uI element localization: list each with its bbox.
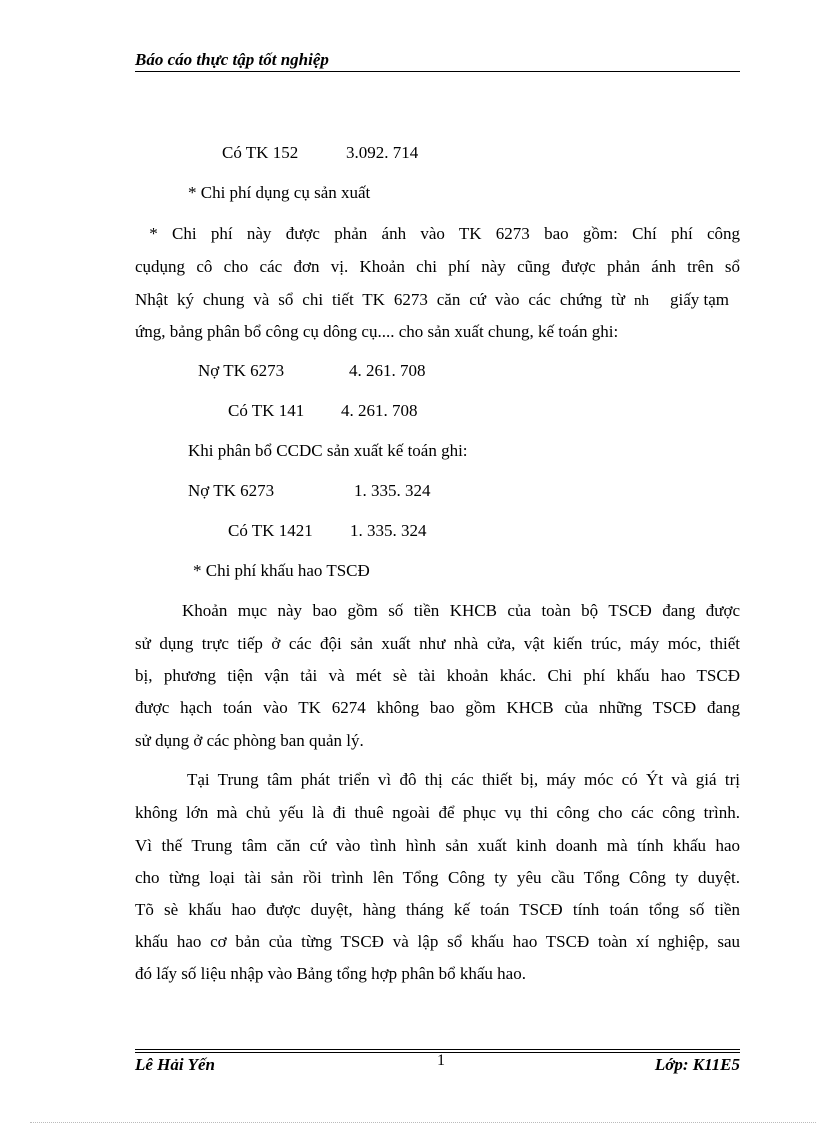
subheading-khau-hao: * Chi phí khấu hao TSCĐ — [193, 561, 370, 580]
para3-line6: khấu hao cơ bản của từng TSCĐ và lập sổ khấu hao TSCĐ toàn xí nghiệp, sau — [135, 932, 740, 951]
para1-line3: Nhật ký chung và sổ chi tiết TK 6273 căn cứ vào các chứng từ — [135, 290, 625, 309]
entry2-amount: 4. 261. 708 — [341, 401, 418, 420]
entry4-amount: 1. 335. 324 — [350, 521, 427, 540]
para3-line2: không lớn mà chủ yếu là đi thuê ngoài để phục vụ thi công cho các công trình. — [135, 803, 740, 822]
header-rule — [135, 71, 740, 72]
para1-tail: giấy tạm — [670, 290, 730, 309]
footer-rule — [135, 1049, 740, 1050]
header-title: Báo cáo thực tập tốt nghiệp — [135, 50, 329, 69]
entry2-label: Có TK 141 — [228, 401, 305, 420]
entry1-amount: 4. 261. 708 — [349, 361, 426, 380]
para2-line5: sử dụng ở các phòng ban quản lý. — [135, 731, 364, 750]
footer-class: Lớp: K11E5 — [654, 1055, 740, 1074]
para3-line3: Vì thế Trung tâm căn cứ vào tình hình sản xuất kinh doanh mà tính khấu hao — [135, 836, 740, 855]
line1-amount: 3.092. 714 — [346, 143, 419, 162]
entry4-label: Có TK 1421 — [228, 521, 313, 540]
line-ccdc: Khi phân bổ CCDC sản xuất kế toán ghi: — [188, 441, 468, 460]
para2-line3: bị, phương tiện vận tải và mét sè tài khoản khác. Chi phí khấu hao TSCĐ — [135, 666, 740, 685]
footer-page-number: 1 — [437, 1052, 445, 1069]
para2-line2: sử dụng trực tiếp ở các đội sản xuất như nhà cửa, vật kiến trúc, máy móc, thiết — [135, 634, 740, 653]
line1-label: Có TK 152 — [222, 143, 299, 162]
para2-line4: được hạch toán vào TK 6274 không bao gồm KHCB của những TSCĐ đang — [135, 698, 740, 717]
para1-nh: nh — [634, 293, 649, 309]
entry1-label: Nợ TK 6273 — [198, 361, 285, 380]
para2-line1: Khoản mục này bao gồm số tiền KHCB của toàn bộ TSCĐ đang được — [182, 601, 740, 620]
para3-line1: Tại Trung tâm phát triển vì đô thị các thiết bị, máy móc có Ýt và giá trị — [187, 770, 740, 789]
entry3-label: Nợ TK 6273 — [188, 481, 275, 500]
footer-author: Lê Hải Yến — [135, 1055, 215, 1074]
para1-line1: * Chi phí này được phản ánh vào TK 6273 bao gồm: Chí phí công — [135, 224, 740, 243]
subheading-dung-cu: * Chi phí dụng cụ sản xuất — [188, 183, 371, 202]
para3-line4: cho từng loại tài sản rồi trình lên Tổng Công ty yêu cầu Tổng Công ty duyệt. — [135, 868, 740, 887]
entry3-amount: 1. 335. 324 — [354, 481, 431, 500]
para3-line7: đó lấy số liệu nhập vào Bảng tổng hợp phân bổ khấu hao. — [135, 964, 526, 983]
para1-line2: cụdụng cô cho các đơn vị. Khoản chi phí này cũng được phản ánh trên sổ — [135, 257, 740, 276]
para3-line5: Tõ sè khấu hao được duyệt, hàng tháng kế toán TSCĐ tính toán tổng số tiền — [135, 900, 740, 919]
para1-line4: ứng, bảng phân bổ công cụ dông cụ.... cho sản xuất chung, kế toán ghi: — [135, 322, 619, 341]
